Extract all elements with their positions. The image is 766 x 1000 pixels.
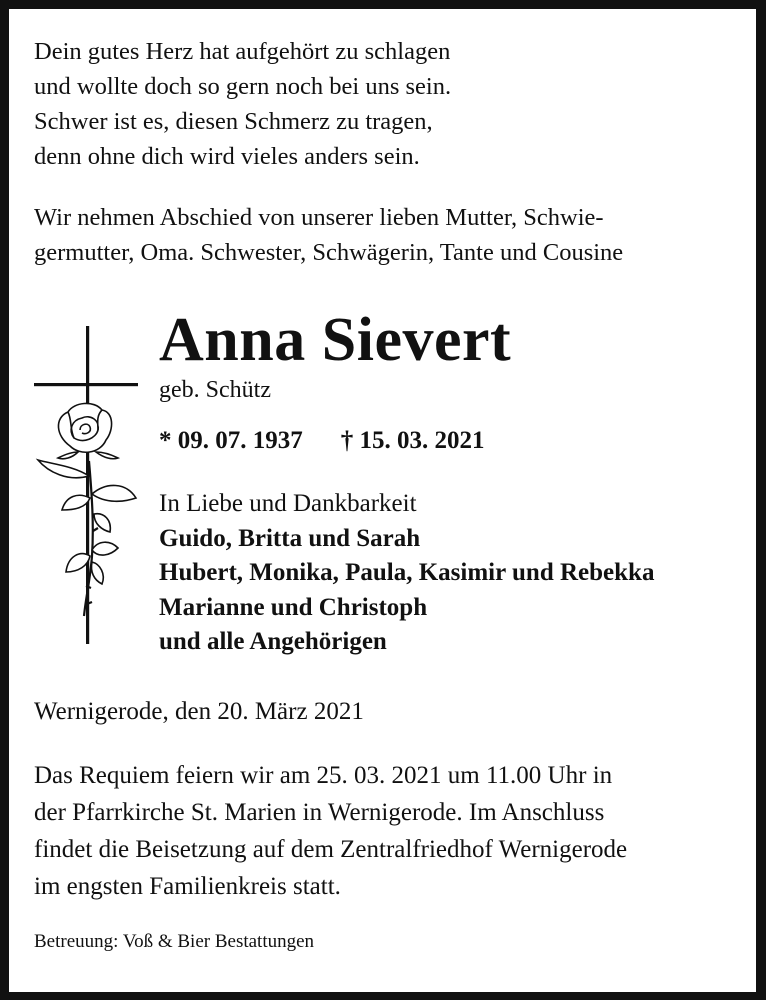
poem-line: und wollte doch so gern noch bei uns sein.: [34, 73, 452, 100]
service-line: Das Requiem feiern wir am 25. 03. 2021 um 11.00 Uhr in: [34, 762, 613, 789]
farewell-text: [34, 200, 734, 270]
life-dates: [159, 425, 759, 457]
service-line: findet die Beisetzung auf dem Zentralfriedhof Wernigerode: [34, 836, 628, 863]
poem-line: Schwer ist es, diesen Schmerz zu tragen,: [34, 108, 433, 135]
birth-date: * 09. 07. 1937: [159, 427, 303, 454]
deceased-name: Anna Sievert: [159, 306, 512, 374]
farewell-line: germutter, Oma. Schwester, Schwägerin, Tante und Cousine: [34, 239, 624, 266]
notice-content: [34, 34, 734, 270]
service-line: im engsten Familienkreis statt.: [34, 873, 341, 900]
poem-line: Dein gutes Herz hat aufgehört zu schlagen: [34, 38, 451, 65]
mourner-family: und alle Angehörigen: [159, 628, 387, 655]
poem-line: denn ohne dich wird vieles anders sein.: [34, 143, 420, 170]
cross-with-rose-icon: [34, 326, 144, 646]
mourner-family: Marianne und Christoph: [159, 593, 428, 621]
mourner-family: Guido, Britta und Sarah: [159, 524, 421, 552]
funeral-home-credit: Betreuung: Voß & Bier Bestattungen: [34, 931, 315, 952]
mourners-list: [159, 487, 759, 660]
mourners-intro: In Liebe und Dankbarkeit: [159, 490, 417, 517]
death-date: † 15. 03. 2021: [340, 427, 485, 454]
maiden-name: geb. Schütz: [159, 377, 271, 403]
service-info: [34, 757, 734, 905]
place-date: Wernigerode, den 20. März 2021: [34, 698, 364, 725]
service-line: der Pfarrkirche St. Marien in Wernigerode. Im Anschluss: [34, 799, 605, 826]
mourner-family: Hubert, Monika, Paula, Kasimir und Rebekka: [159, 559, 655, 586]
deceased-block: [159, 305, 759, 660]
poem: [34, 34, 734, 174]
farewell-line: Wir nehmen Abschied von unserer lieben Mutter, Schwie-: [34, 204, 604, 231]
